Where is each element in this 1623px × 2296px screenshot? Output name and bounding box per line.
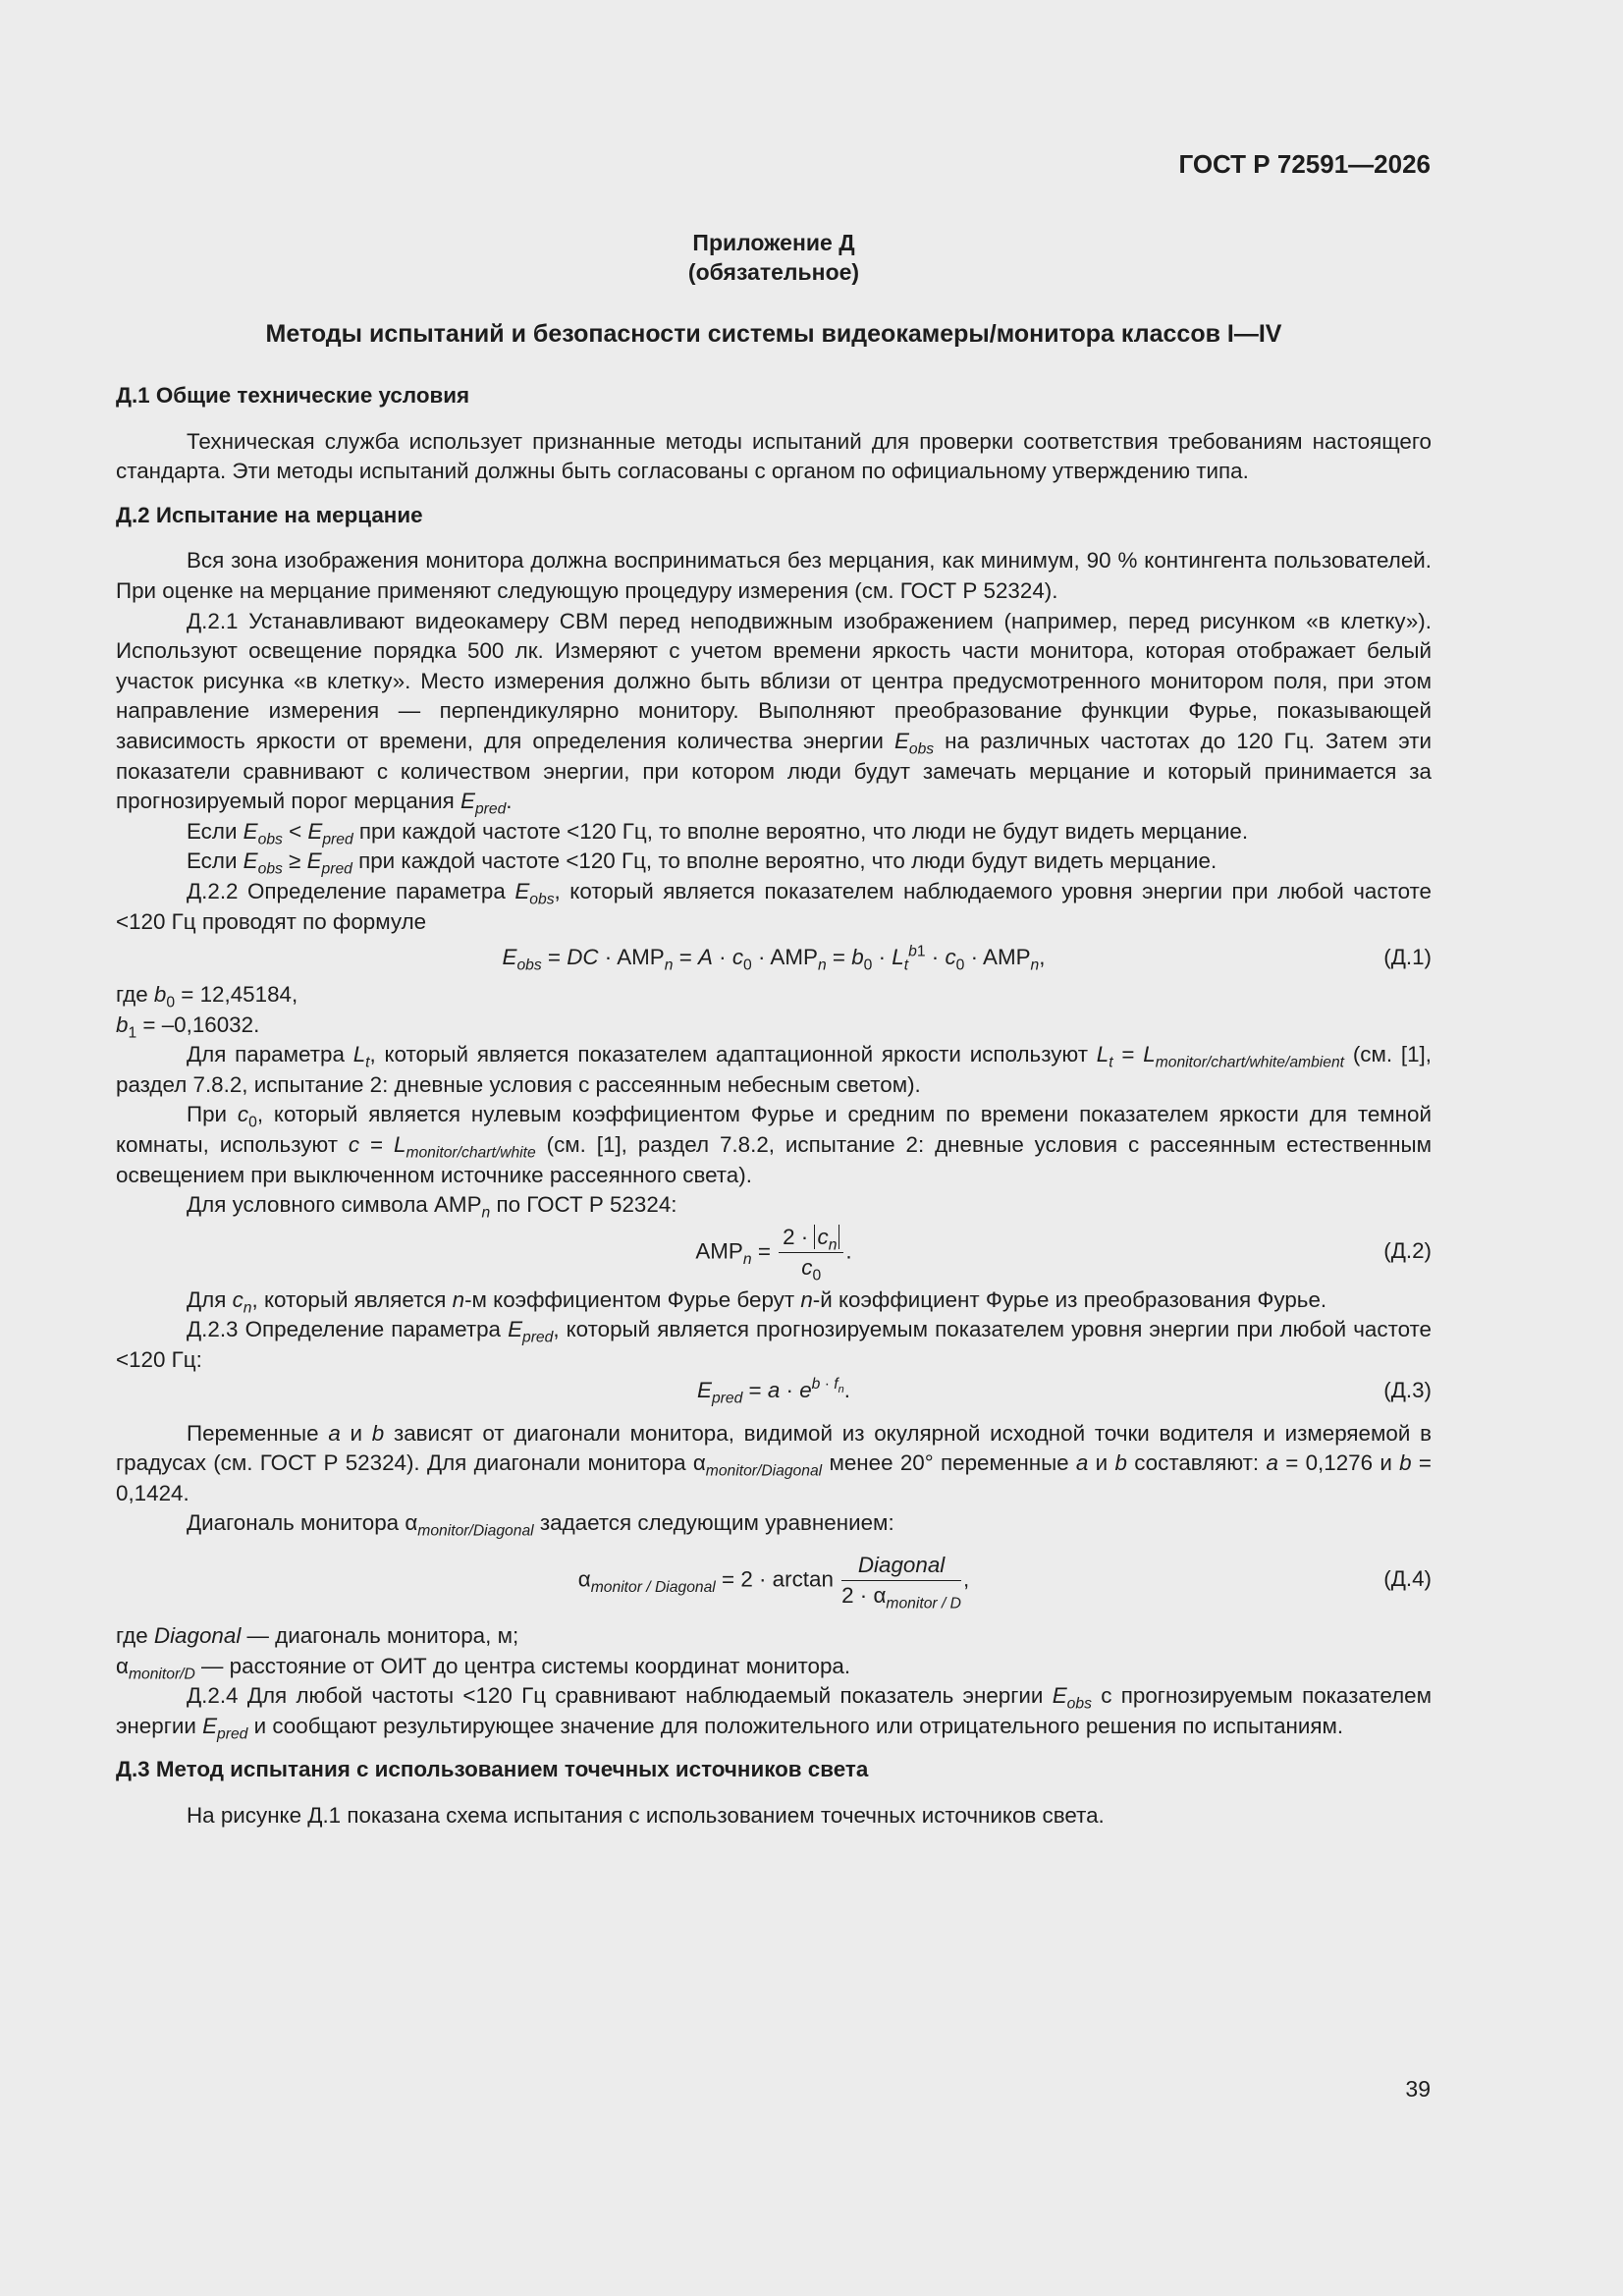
equation-d2 <box>116 1221 1432 1285</box>
paragraph-d3: На рисунке Д.1 показана схема испытания с использованием точечных источников света. <box>187 1802 1105 1828</box>
section-heading-d3: Д.3 Метод испытания с использованием точечных источников света <box>116 1757 869 1782</box>
paragraph-flicker: Если $E_{obs} \ge E_{pred}$ при каждой частоте <120 Гц, то вполне вероятно, что люди будут видеть мерцание. <box>187 848 1217 878</box>
appendix-heading: Методы испытаний и безопасности системы видеокамеры/монитора классов I—IV <box>265 320 1282 348</box>
paragraph-d2-intro: Вся зона изображения монитора должна восприниматься без мерцания, как минимум, 90 % контингента пользователей. При оценке на мерцание применяют следующую процедуру измерения (см. ГОСТ Р 52324). <box>116 548 1432 603</box>
where-alpha: $\alpha_{monitor/D}$ — расстояние от ОИТ до центра системы координат монитора. <box>116 1653 851 1683</box>
equation-d2-formula: $AMP_n$ = $\frac{2 \cdot c_n}{c_0}$ . <box>695 1224 852 1285</box>
equation-d4-number: (Д.4) <box>1383 1566 1432 1591</box>
equation-d3 <box>116 1376 1432 1419</box>
document-body <box>116 381 1432 1831</box>
equation-d2-number: (Д.2) <box>1383 1237 1432 1263</box>
equation-d4-formula: $\alpha_{monitor / Diagonal} = 2 \cdot \arctan$ $\frac{\text{Diagonal}}{2 \cdot \alpha_{monitor / D}}$ , <box>577 1553 970 1613</box>
paragraph-lt: Для параметра $L_t$, который является показателем адаптационной яркости используют $L_t = L_{monitor/chart/white/ambient}$ (см. [1], раздел 7.8.2, испытание 2: дневные условия с рассеянным небесным светом). <box>116 1042 1432 1097</box>
section-heading-d1: Д.1 Общие технические условия <box>116 383 470 408</box>
appendix-title: Приложение Д <box>692 230 855 255</box>
appendix-title-block <box>116 228 1432 287</box>
document-id: ГОСТ Р 72591—2026 <box>1178 149 1431 179</box>
paragraph-diagonal: Диагональ монитора $\alpha_{monitor/Diagonal}$ задается следующим уравнением: <box>187 1510 894 1540</box>
paragraph-d2-4: Д.2.4 Для любой частоты <120 Гц сравнивают наблюдаемый показатель энергии $E_{obs}$ с прогнозируемым показателем энергии $E_{pred}$ и сообщают результирующее значение для положительного или отрицательного решения по испытаниям. <box>116 1683 1432 1743</box>
paragraph-no-flicker: Если $E_{obs} < E_{pred}$ при каждой частоте <120 Гц, то вполне вероятно, что люди не будут видеть мерцание. <box>187 818 1249 848</box>
equation-d1 <box>116 937 1432 980</box>
where-diagonal: где Diagonal — диагональ монитора, м; <box>116 1623 519 1648</box>
equation-d4 <box>116 1539 1432 1621</box>
equation-d1-formula: $E_{obs}$ = DC · $AMP_n = A \cdot c_0 \cdot AMP_n = b_0 \cdot L_t^{b1} \cdot c_0 \cdot AMP_n$, <box>502 943 1046 974</box>
where-b0: где $b_0 = 12,45184$, <box>116 982 298 1011</box>
section-heading-d2: Д.2 Испытание на мерцание <box>116 502 423 527</box>
paragraph-amp: Для условного символа $AMP_n$ по ГОСТ Р 52324: <box>187 1192 677 1222</box>
equation-d1-number: (Д.1) <box>1383 945 1432 970</box>
where-b1: $b_1 = -0,16032$. <box>116 1011 260 1042</box>
paragraph-d2-1: Д.2.1 Устанавливают видеокамеру СВМ перед неподвижным изображением (например, перед рисунком «в клетку»). Используют освещение порядка 500 лк. Измеряют с учетом времени яркость части монитора, которая отображает белый участок рисунка «в клетку». Место измерения должно быть вблизи от центра предусмотренного монитором поля, при этом направление измерения — перпендикулярно монитору. Выполняют преобразование функции Фурье, показывающей зависимость яркости от времени, для определения количества энергии $E_{obs}$ на различных частотах до 120 Гц. Затем эти показатели сравнивают с количеством энергии, при котором люди будут замечать мерцание и который принимается за прогнозируемый порог мерцания $E_{pred}$. <box>116 608 1432 818</box>
equation-d3-formula: $E_{pred} = a \cdot e^{b \cdot f_n}$. <box>697 1376 850 1407</box>
paragraph-cn: Для $c_n$, который является n-м коэффициентом Фурье берут n-й коэффициент Фурье из преобразования Фурье. <box>187 1286 1327 1317</box>
paragraph-c0: При $c_0$, который является нулевым коэффициентом Фурье и средним по времени показателем яркости для темной комнаты, используют $c = L_{monitor/chart/white}$ (см. [1], раздел 7.8.2, испытание 2: дневные условия с рассеянным естественным освещением при выключенном источнике рассеянного света). <box>116 1102 1432 1187</box>
equation-d3-number: (Д.3) <box>1383 1377 1432 1402</box>
paragraph-d1: Техническая служба использует признанные методы испытаний для проверки соответствия требованиям настоящего стандарта. Эти методы испытаний должны быть согласованы с органом по официальному утверждению типа. <box>116 428 1432 484</box>
paragraph-d2-3: Д.2.3 Определение параметра $E_{pred}$, который является прогнозируемым показателем уровня энергии при любой частоте <120 Гц: <box>116 1317 1432 1373</box>
paragraph-ab: Переменные a и b зависят от диагонали монитора, видимой из окулярной исходной точки водителя и измеряемой в градусах (см. ГОСТ Р 52324). Для диагонали монитора $\alpha_{monitor/Diagonal}$ менее 20° переменные a и b составляют: a = 0,1276 и b = 0,1424. <box>116 1420 1433 1505</box>
appendix-status: (обязательное) <box>687 259 860 285</box>
page-number: 39 <box>1405 2076 1431 2102</box>
paragraph-d2-2: Д.2.2 Определение параметра $E_{obs}$, который является показателем наблюдаемого уровня энергии при любой частоте <120 Гц проводят по формуле <box>116 878 1432 934</box>
